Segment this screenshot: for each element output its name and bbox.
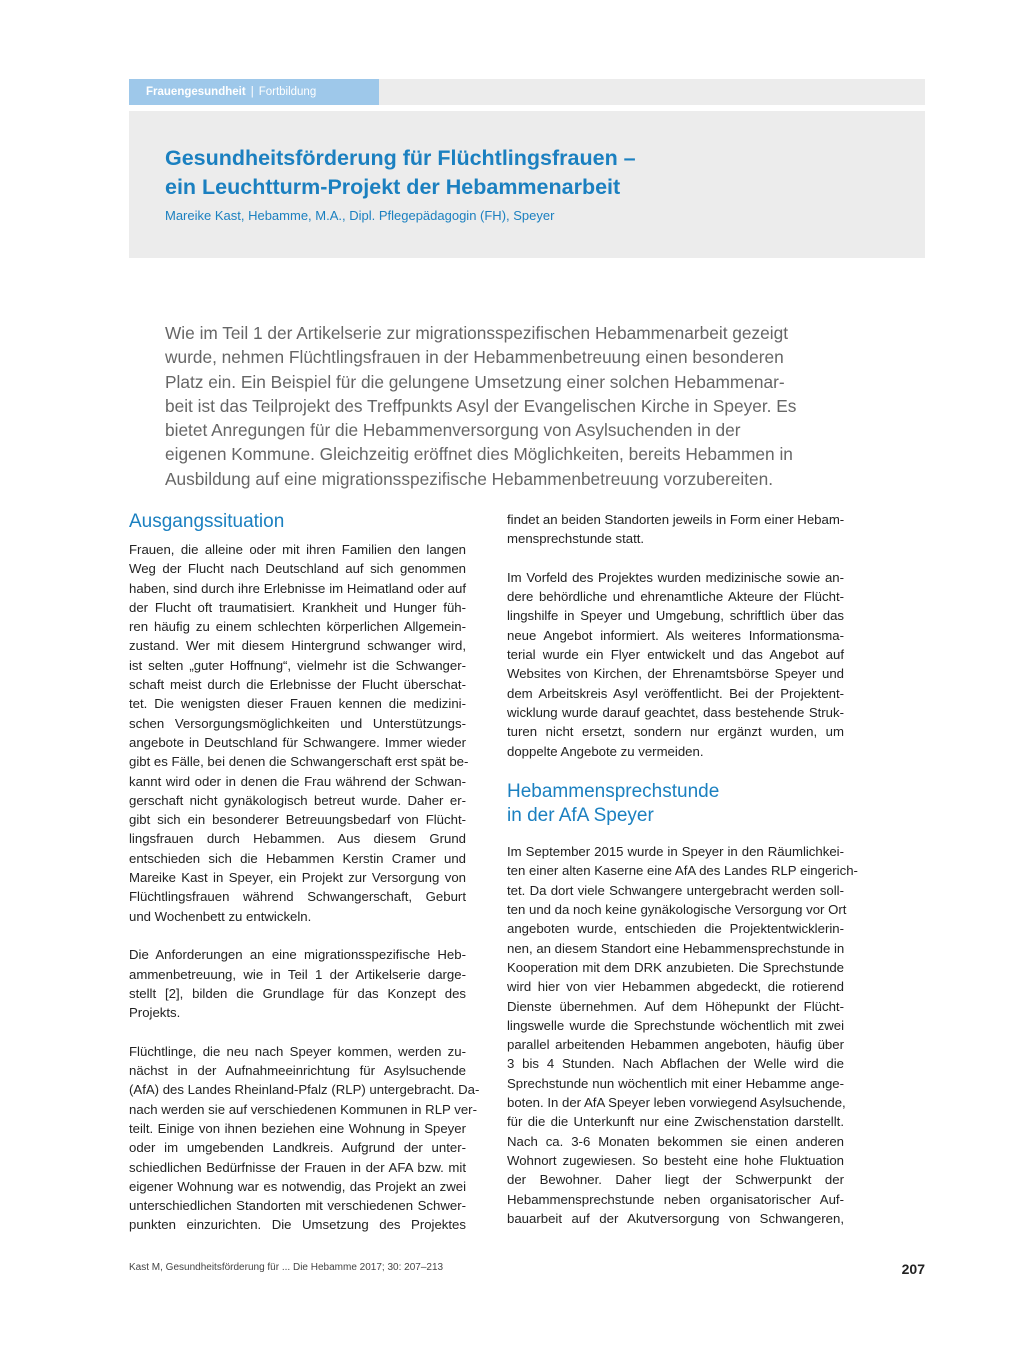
text-line: schiedlichen Bedürfnisse der Frauen in der AFA bzw. mit bbox=[129, 1159, 466, 1175]
section-heading bbox=[507, 780, 844, 828]
section-label: Frauengesundheit bbox=[146, 86, 246, 98]
text-line: Im Vorfeld des Projektes wurden medizinische sowie an- bbox=[507, 569, 844, 585]
text-line: Die Anforderungen an eine migrationsspezifische Heb- bbox=[129, 947, 466, 963]
text-line: Flüchtlinge, die neu nach Speyer kommen, werden zu- bbox=[129, 1043, 466, 1059]
text-line: ist selten „guter Hoffnung“, vielmehr ist die Schwanger- bbox=[129, 657, 466, 673]
text-line: parallel arbeitenden Hebammen angeboten, häufig über bbox=[507, 1037, 844, 1053]
text-line: teilt. Einige von ihnen beziehen eine Wohnung in Speyer bbox=[129, 1120, 466, 1136]
text-line: Flüchtlingsfrauen während Schwangerschaft, Geburt bbox=[129, 889, 466, 905]
section-tag bbox=[129, 79, 379, 105]
text-line: Wohnort zugewiesen. So besteht eine hohe Fluktuation bbox=[507, 1152, 844, 1168]
text-line: ten und da noch keine gynäkologische Versorgung vor Ort bbox=[507, 902, 847, 918]
text-line: ren häufig zu einem schlechten körperlichen Allgemein- bbox=[129, 619, 466, 635]
text-line: Hebammensprechstunde neben organisatorischer Auf- bbox=[507, 1191, 844, 1207]
title-line: Gesundheitsförderung für Flüchtlingsfrauen – bbox=[165, 146, 636, 170]
text-line: haben, sind durch ihre Erlebnisse im Heimatland oder auf bbox=[129, 580, 466, 596]
text-line: dem Arbeitskreis Asyl veröffentlicht. Bei der Projektent- bbox=[507, 685, 844, 701]
footer-citation: Kast M, Gesundheitsförderung für ... Die Hebamme 2017; 30: 207–213 bbox=[129, 1262, 444, 1273]
text-line: der Bewohner. Daher liegt der Schwerpunkt der bbox=[507, 1172, 844, 1188]
text-line: punkten einzurichten. Die Umsetzung des Projektes bbox=[129, 1217, 466, 1233]
text-line: für die die Unterkunft nur eine Zwischenstation darstellt. bbox=[507, 1114, 844, 1130]
body-paragraph bbox=[507, 568, 844, 761]
left-column bbox=[129, 510, 480, 1235]
abstract-line: Platz ein. Ein Beispiel für die gelungene Umsetzung einer solchen Hebammenar- bbox=[165, 371, 785, 392]
text-line: gibt es Fälle, bei denen die Schwangerschaft erst spät be- bbox=[129, 754, 469, 770]
abstract-line: wurde, nehmen Flüchtlingsfrauen in der Hebammenbetreuung einen besonderen bbox=[165, 347, 784, 368]
header-bar bbox=[129, 79, 925, 105]
text-line: kannt wird oder in denen die Frau während der Schwan- bbox=[129, 773, 466, 789]
abstract-line: Wie im Teil 1 der Artikelserie zur migrationsspezifischen Hebammenarbeit gezeigt bbox=[165, 323, 789, 343]
author-line: Mareike Kast, Hebamme, M.A., Dipl. Pflegepädagogin (FH), Speyer bbox=[165, 208, 555, 223]
body-paragraph bbox=[507, 510, 844, 549]
text-line: wicklung wurde darauf geachtet, dass bestehende Struk- bbox=[507, 704, 844, 720]
title-line: ein Leuchtturm-Projekt der Hebammenarbeit bbox=[165, 175, 621, 199]
section-separator: | bbox=[250, 86, 254, 98]
article-title bbox=[165, 144, 636, 202]
text-line: lingsfrauen durch Hebammen. Aus diesem Grund bbox=[129, 831, 466, 847]
abstract-line: beit ist das Teilprojekt des Treffpunkts Asyl der Evangelischen Kirche in Speyer. Es bbox=[165, 395, 797, 416]
text-line: terial wurde ein Flyer entwickelt und das Angebot auf bbox=[507, 647, 844, 663]
heading-line: Hebammensprechstunde bbox=[507, 781, 720, 803]
text-line: Sprechstunde nun wöchentlich mit einer Hebamme ange- bbox=[507, 1075, 844, 1091]
body-paragraph bbox=[129, 1042, 480, 1235]
abstract-line: bietet Anregungen für die Hebammenversorgung von Asylsuchenden in der bbox=[165, 420, 741, 441]
text-line: mensprechstunde statt. bbox=[507, 531, 645, 547]
text-line: gibt sich ein besonderer Betreuungsbedarf von Flücht- bbox=[129, 812, 466, 828]
text-line: Im September 2015 wurde in Speyer in den Räumlichkei- bbox=[507, 844, 844, 860]
text-line: Websites von Kirchen, der Ehrenamtsbörse Speyer und bbox=[507, 666, 844, 682]
abstract-line: Ausbildung auf eine migrationsspezifische Hebammenbetreuung vorzubereiten. bbox=[165, 468, 774, 489]
section-heading: Ausgangssituation bbox=[129, 511, 285, 532]
text-line: oder im umgebenden Landkreis. Aufgrund der unter- bbox=[129, 1140, 466, 1156]
text-line: angebote in Deutschland für Schwangere. Immer wieder bbox=[129, 734, 466, 750]
text-line: und Wochenbett zu entwickeln. bbox=[129, 908, 312, 924]
text-line: der Flucht oft traumatisiert. Krankheit und Hunger füh- bbox=[129, 599, 466, 615]
text-line: unterschiedlichen Standorten mit verschiedenen Schwer- bbox=[129, 1198, 466, 1214]
text-line: doppelte Angebote zu vermeiden. bbox=[507, 743, 704, 759]
abstract-line: eigenen Kommune. Gleichzeitig eröffnet dies Möglichkeiten, bereits Hebammen in bbox=[165, 444, 793, 465]
text-line: Mareike Kast in Speyer, ein Projekt zur Versorgung von bbox=[129, 870, 466, 886]
text-line: angeboten wurde, entschieden die Projektentwicklerin- bbox=[507, 921, 844, 937]
text-line: schen Versorgungsmöglichkeiten und Unterstützungs- bbox=[129, 715, 466, 731]
text-line: zustand. Wer mit diesem Hintergrund schwanger wird, bbox=[129, 638, 466, 654]
text-line: schaft meist durch die Erlebnisse der Flucht überschat- bbox=[129, 677, 466, 693]
text-line: Weg der Flucht nach Deutschland auf sich genommen bbox=[129, 561, 466, 577]
text-line: neue Angebot informiert. Als weiteres Informationsma- bbox=[507, 627, 844, 643]
text-line: Projekts. bbox=[129, 1005, 181, 1021]
text-line: boten. In der AfA Speyer leben vorwiegend Asylsuchende, bbox=[507, 1095, 846, 1111]
body-paragraph bbox=[507, 842, 858, 1228]
text-line: Dienste übernehmen. Auf dem Höhepunkt der Flücht- bbox=[507, 998, 844, 1014]
text-line: nen, an diesem Standort eine Hebammensprechstunde in bbox=[507, 940, 845, 956]
text-line: lingswelle wurde die Sprechstunde wöchentlich mit zwei bbox=[507, 1017, 844, 1033]
text-line: Kooperation mit dem DRK anzubieten. Die Sprechstunde bbox=[507, 959, 844, 975]
right-column bbox=[507, 510, 858, 1228]
text-line: Nach ca. 3-6 Monaten bekommen sie einen anderen bbox=[507, 1133, 844, 1149]
heading-line: in der AfA Speyer bbox=[507, 805, 654, 827]
text-line: findet an beiden Standorten jeweils in Form einer Hebam- bbox=[507, 512, 845, 527]
text-line: eigener Wohnung war es notwendig, das Projekt an zwei bbox=[129, 1178, 466, 1194]
text-line: turen nicht ersetzt, sondern nur ergänzt wurden, um bbox=[507, 724, 844, 740]
body-paragraph bbox=[129, 945, 466, 1022]
category-label: Fortbildung bbox=[258, 86, 317, 98]
text-line: tet. Die wenigsten dieser Frauen kennen die medizini- bbox=[129, 696, 466, 712]
text-line: nach werden sie auf verschiedenen Kommunen in RLP ver- bbox=[129, 1101, 477, 1117]
text-line: Frauen, die alleine oder mit ihren Familien den langen bbox=[129, 542, 466, 557]
abstract bbox=[165, 321, 830, 491]
text-line: dere behördliche und ehrenamtliche Akteure der Flücht- bbox=[507, 589, 844, 605]
text-line: ammenbetreuung, wie in Teil 1 der Artikelserie darge- bbox=[129, 966, 466, 982]
body-paragraph bbox=[129, 540, 469, 926]
title-box bbox=[129, 111, 925, 258]
text-line: 3 bis 4 Stunden. Nach Abflachen der Welle wird die bbox=[507, 1056, 844, 1072]
text-line: entschieden sich die Hebammen Kerstin Cramer und bbox=[129, 850, 466, 866]
page-number: 207 bbox=[901, 1261, 925, 1277]
text-line: ten einer alten Kaserne eine AfA des Landes RLP eingerich- bbox=[507, 863, 858, 879]
text-line: gerschaft nicht gynäkologisch betreut wurde. Daher er- bbox=[129, 792, 466, 808]
text-line: tet. Da dort viele Schwangere untergebracht werden soll- bbox=[507, 882, 844, 898]
text-line: bauarbeit auf der Akutversorgung von Schwangeren, bbox=[507, 1210, 844, 1226]
text-line: wird hier von vier Hebammen abgedeckt, die rotierend bbox=[507, 979, 844, 995]
text-line: lingshilfe in Speyer und Umgebung, schriftlich über das bbox=[507, 608, 844, 624]
text-line: stellt [2], bilden die Grundlage für das Konzept des bbox=[129, 985, 466, 1001]
text-line: nächst in der Aufnahmeeinrichtung für Asylsuchende bbox=[129, 1063, 466, 1079]
text-line: (AfA) des Landes Rheinland-Pfalz (RLP) untergebracht. Da- bbox=[129, 1082, 480, 1098]
